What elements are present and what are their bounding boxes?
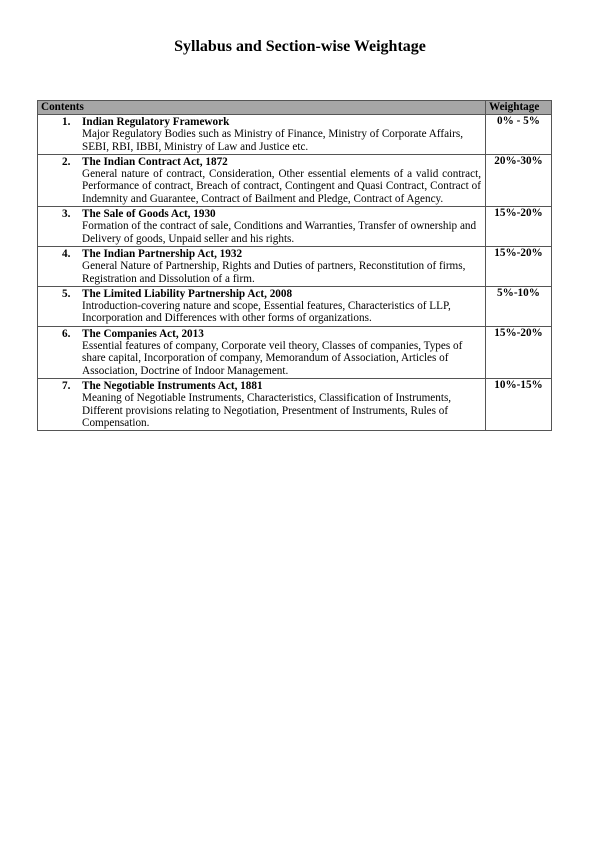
table-header — [38, 101, 552, 115]
table-row — [38, 207, 552, 247]
contents-cell — [38, 246, 486, 286]
weightage-cell: 15%-20% — [486, 207, 552, 247]
section-number: 7. — [62, 379, 71, 392]
weightage-cell: 10%-15% — [486, 378, 552, 430]
section-description: General Nature of Partnership, Rights and Duties of partners, Reconstitution of firms, Registration and Dissolution of a firm. — [82, 260, 466, 285]
section-block — [38, 287, 485, 326]
contents-cell — [38, 326, 486, 378]
table-row — [38, 326, 552, 378]
section-block — [38, 247, 485, 286]
contents-cell — [38, 207, 486, 247]
section-block — [38, 155, 485, 206]
section-title: The Companies Act, 2013 — [82, 327, 204, 340]
section-number: 4. — [62, 247, 71, 260]
section-title: The Sale of Goods Act, 1930 — [82, 208, 216, 221]
table-row — [38, 378, 552, 430]
section-number: 1. — [62, 116, 71, 128]
weightage-cell: 15%-20% — [486, 326, 552, 378]
section-description: General nature of contract, Consideration, Other essential elements of a valid contract, Performance of contract, Breach of contract, Contingent and Quasi Contract, Contract of Indemnity and Guarantee, Contract of Bailment and Pledge, Contract of Agency. — [82, 168, 481, 205]
section-number: 6. — [62, 327, 71, 340]
weightage-cell: 5%-10% — [486, 286, 552, 326]
section-description: Major Regulatory Bodies such as Ministry of Finance, Ministry of Corporate Affairs, SEBI, RBI, IBBI, Ministry of Law and Justice etc. — [82, 128, 464, 153]
section-number: 3. — [62, 208, 71, 221]
page-title: Syllabus and Section-wise Weightage — [174, 38, 426, 55]
header-row — [38, 101, 552, 115]
syllabus-table — [37, 100, 552, 431]
section-title: The Indian Partnership Act, 1932 — [82, 247, 243, 260]
table-row — [38, 246, 552, 286]
contents-cell — [38, 286, 486, 326]
section-title: The Negotiable Instruments Act, 1881 — [82, 379, 263, 392]
section-block — [38, 207, 485, 246]
section-number: 2. — [62, 155, 71, 168]
section-description: Formation of the contract of sale, Conditions and Warranties, Transfer of ownership and Delivery of goods, Unpaid seller and his rights. — [82, 220, 477, 245]
section-block — [38, 115, 485, 154]
weightage-cell: 0% - 5% — [486, 115, 552, 155]
table-body — [38, 115, 552, 431]
table-row — [38, 115, 552, 155]
section-title: The Limited Liability Partnership Act, 2008 — [82, 287, 293, 300]
section-description: Meaning of Negotiable Instruments, Characteristics, Classification of Instruments, Different provisions relating to Negotiation, Presentment of Instruments, Rules of Compensation. — [82, 392, 452, 429]
weightage-cell: 15%-20% — [486, 246, 552, 286]
section-description: Introduction-covering nature and scope, Essential features, Characteristics of LLP, Incorporation and Differences with other forms of organizations. — [82, 300, 451, 325]
weightage-column-header: Weightage — [486, 101, 552, 115]
contents-cell — [38, 154, 486, 206]
section-description: Essential features of company, Corporate veil theory, Classes of companies, Types of share capital, Incorporation of company, Memorandum of Association, Articles of Association, Doctrine of Indoor Management. — [82, 340, 463, 377]
contents-cell — [38, 378, 486, 430]
table-row — [38, 286, 552, 326]
weightage-cell: 20%-30% — [486, 154, 552, 206]
section-block — [38, 379, 485, 430]
contents-column-header: Contents — [38, 101, 486, 115]
section-block — [38, 327, 485, 378]
section-number: 5. — [62, 287, 71, 300]
section-title: The Indian Contract Act, 1872 — [82, 155, 228, 168]
contents-cell — [38, 115, 486, 155]
table-row — [38, 154, 552, 206]
section-title: Indian Regulatory Framework — [82, 116, 230, 128]
